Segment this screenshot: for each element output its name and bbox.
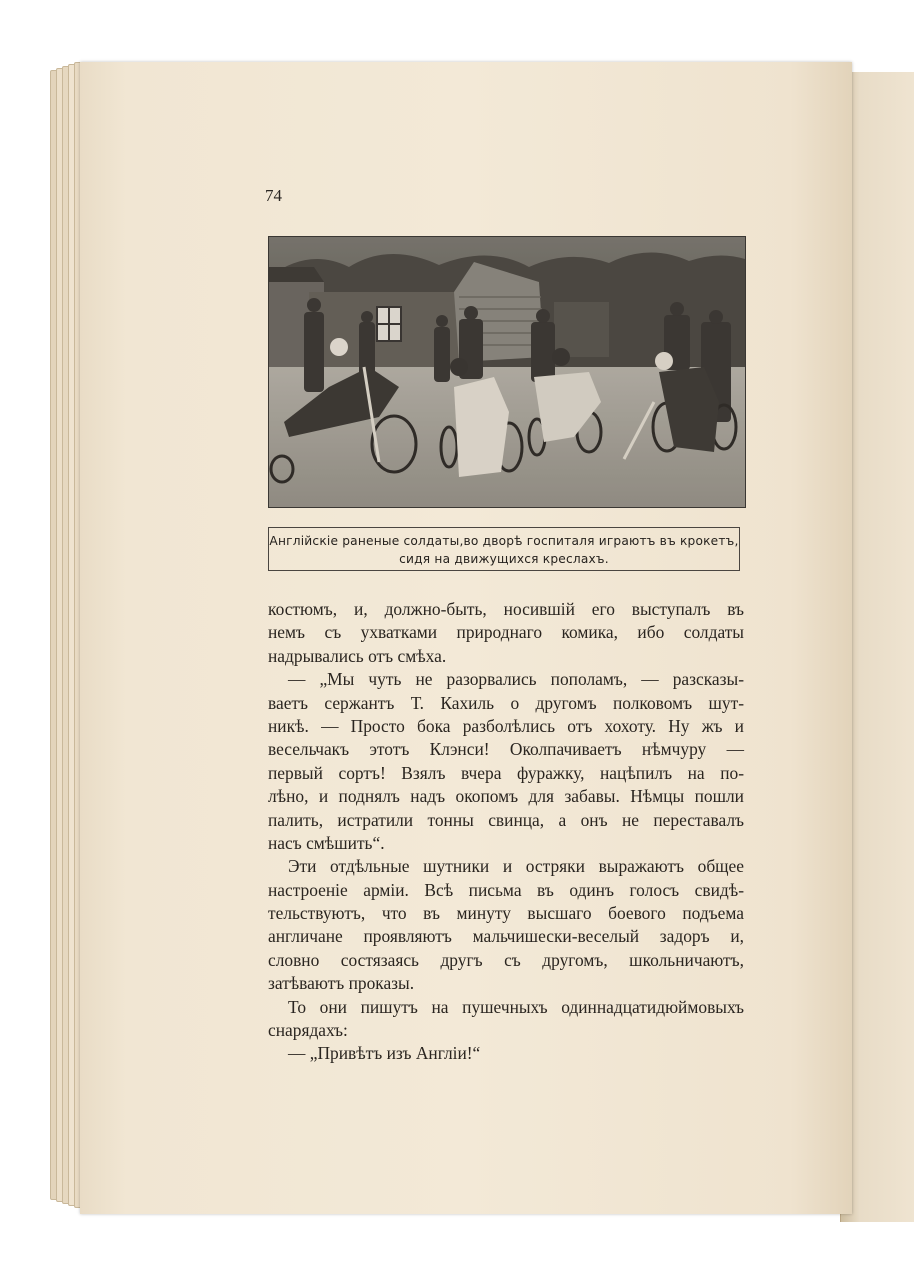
text-line: надрывались отъ смѣха.: [268, 645, 447, 666]
text-line: лѣно, и поднялъ надъ окопомъ для забавы. Нѣмцы пошли: [268, 786, 744, 807]
text-line: — „Мы чуть не разорвались пополамъ, — разсказы-: [288, 669, 744, 690]
caption-line-1: Англійскіе раненые солдаты,во дворѣ госпиталя играютъ въ крокетъ,: [269, 534, 739, 548]
text-line: затѣваютъ проказы.: [268, 973, 415, 994]
photograph: [268, 236, 746, 508]
text-line: — „Привѣтъ изъ Англіи!“: [288, 1043, 481, 1064]
text-line: немъ съ ухватками природнаго комика, ибо солдаты: [268, 622, 744, 643]
caption-line-2: сидя на движущихся креслахъ.: [399, 552, 609, 566]
text-line: костюмъ, и, должно-быть, носившій его выступалъ въ: [268, 599, 744, 619]
text-line: тельствуютъ, что въ минуту высшаго боевого подъема: [268, 903, 744, 924]
text-line: настроеніе арміи. Всѣ письма въ одинъ голосъ свидѣ-: [268, 879, 744, 900]
text-line: словно состязаясь другъ съ другомъ, школьничаютъ,: [268, 949, 744, 970]
photograph-wheelchair-soldiers-icon: [269, 237, 745, 507]
text-line: палить, истратили тонны свинца, а онъ не переставалъ: [268, 809, 744, 830]
text-line: никѣ. — Просто бока разболѣлись отъ хохоту. Ну жъ и: [268, 715, 744, 736]
text-line: первый сортъ! Взялъ вчера фуражку, нацѣпилъ на по-: [268, 762, 744, 783]
text-line: весельчакъ этотъ Клэнси! Околпачиваетъ нѣмчуру —: [268, 739, 744, 760]
text-line: англичане проявляютъ мальчишески-веселый задоръ и,: [268, 926, 744, 947]
text-line: То они пишутъ на пушечныхъ одиннадцатидюймовыхъ: [288, 996, 744, 1017]
text-line: снарядахъ:: [268, 1020, 348, 1041]
text-line: насъ смѣшить“.: [268, 832, 385, 853]
body-text: [268, 598, 744, 1066]
text-line: Эти отдѣльные шутники и остряки выражаютъ общее: [288, 856, 744, 877]
text-line: ваетъ сержантъ Т. Кахиль о другомъ полковомъ шут-: [268, 692, 744, 713]
photo-caption: [268, 527, 740, 571]
page-number: 74: [265, 186, 282, 205]
